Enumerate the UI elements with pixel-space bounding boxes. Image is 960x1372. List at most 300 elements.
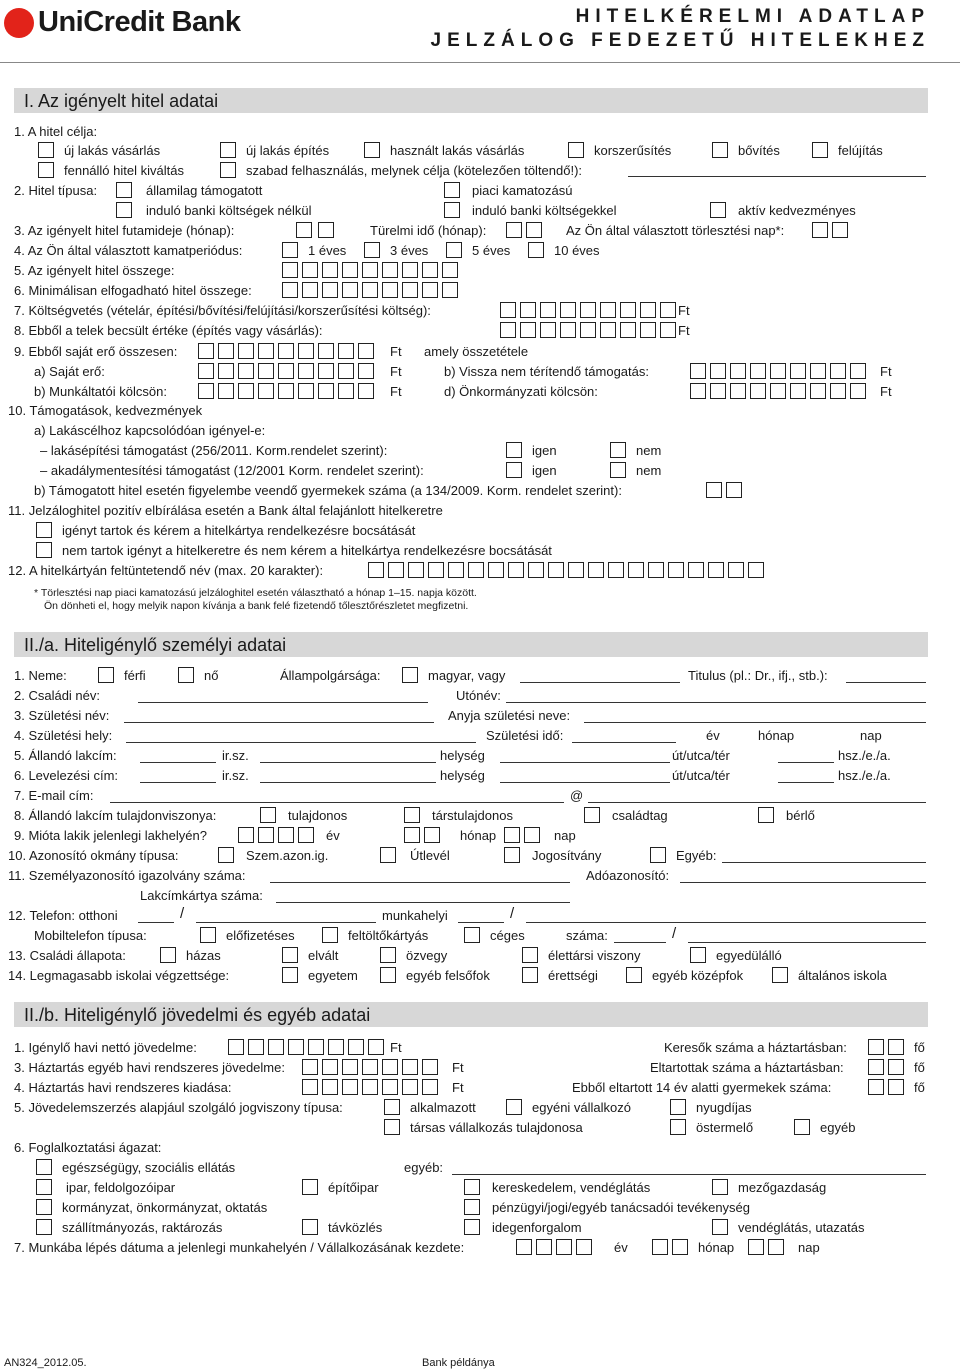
type-checkbox-5[interactable] — [710, 202, 726, 218]
payday-box-2[interactable] — [832, 222, 848, 238]
q7-currency: Ft — [678, 303, 690, 318]
ownership-family-label: családtag — [612, 808, 668, 823]
sector-finance-label: pénzügyi/jogi/egyéb tanácsadói tevékenység — [492, 1200, 751, 1215]
amt6-digit-box[interactable] — [302, 282, 318, 298]
amt9d-digit-box[interactable] — [830, 383, 846, 399]
mail-city-field[interactable] — [260, 782, 436, 783]
mail-street-field[interactable] — [500, 782, 670, 783]
sector-construction-label: építőipar — [328, 1180, 379, 1195]
inc1-digit-box[interactable] — [228, 1039, 244, 1055]
amt5-digit-box[interactable] — [302, 262, 318, 278]
license-checkbox[interactable] — [504, 847, 520, 863]
amt6-digit-box[interactable] — [322, 282, 338, 298]
q9a-label: a) Saját erő: — [34, 364, 105, 379]
name20-digit-box[interactable] — [488, 562, 504, 578]
amt9b-digit-box[interactable] — [790, 363, 806, 379]
amt9c-digit-box[interactable] — [258, 383, 274, 399]
address-zip-field[interactable] — [140, 762, 216, 763]
amt6-digit-box[interactable] — [442, 282, 458, 298]
start-month-label: hónap — [698, 1240, 735, 1255]
purpose-checkbox-3[interactable] — [364, 142, 380, 158]
name20-digit-box[interactable] — [588, 562, 604, 578]
purpose-label-1: új lakás vásárlás — [64, 143, 161, 158]
amt7-digit-box[interactable] — [660, 302, 676, 318]
name20-digit-box[interactable] — [568, 562, 584, 578]
name20-digit-box[interactable] — [648, 562, 664, 578]
family-name-field[interactable] — [138, 702, 428, 703]
dependents-box-2[interactable] — [888, 1059, 904, 1075]
amt9a-digit-box[interactable] — [338, 363, 354, 379]
sector-construction-checkbox[interactable] — [302, 1179, 318, 1195]
type-checkbox-4[interactable] — [444, 202, 460, 218]
period-checkbox-4[interactable] — [528, 242, 544, 258]
inc1-digit-box[interactable] — [368, 1039, 384, 1055]
mail-no-field[interactable] — [778, 782, 834, 783]
term-box-2[interactable] — [318, 222, 334, 238]
amt9b-digit-box[interactable] — [690, 363, 706, 379]
type-checkbox-1[interactable] — [116, 182, 132, 198]
amt9d-digit-box[interactable] — [750, 383, 766, 399]
home-phone-label: 12. Telefon: otthoni — [8, 908, 118, 923]
accessibility-no-checkbox[interactable] — [610, 462, 626, 478]
type-checkbox-3[interactable] — [116, 202, 132, 218]
emp-other-checkbox[interactable] — [794, 1119, 810, 1135]
passport-checkbox[interactable] — [380, 847, 396, 863]
work-phone-area-field[interactable] — [458, 922, 504, 923]
name20-digit-box[interactable] — [708, 562, 724, 578]
other-id-label: Egyéb: — [676, 848, 717, 863]
inc1-digit-box[interactable] — [248, 1039, 264, 1055]
name20-digit-box[interactable] — [408, 562, 424, 578]
inc4-digit-box[interactable] — [402, 1079, 418, 1095]
name20-digit-box[interactable] — [468, 562, 484, 578]
edu-university-checkbox[interactable] — [282, 967, 298, 983]
dependents-box-1[interactable] — [868, 1059, 884, 1075]
start-year-label: év — [614, 1240, 628, 1255]
address-city-field[interactable] — [260, 762, 436, 763]
mobile-number-label: száma: — [566, 928, 608, 943]
other-income-currency: Ft — [452, 1060, 464, 1075]
purpose-checkbox-7[interactable] — [38, 162, 54, 178]
sector-finance-checkbox[interactable] — [464, 1199, 480, 1215]
emp-other-label: egyéb — [820, 1120, 856, 1135]
sector-industry-checkbox[interactable] — [36, 1179, 52, 1195]
name20-digit-box[interactable] — [728, 562, 744, 578]
amt7-digit-box[interactable] — [500, 302, 516, 318]
citizenship-label: Állampolgársága: — [280, 668, 381, 683]
amt9b-digit-box[interactable] — [730, 363, 746, 379]
birth-name-field[interactable] — [124, 722, 434, 723]
amt7-digit-box[interactable] — [540, 302, 556, 318]
name20-digit-box[interactable] — [548, 562, 564, 578]
inc1-digit-box[interactable] — [268, 1039, 284, 1055]
amt6-digit-box[interactable] — [382, 282, 398, 298]
mobile-area-field[interactable] — [614, 942, 666, 943]
purpose-checkbox-1[interactable] — [38, 142, 54, 158]
start-day-label: nap — [798, 1240, 820, 1255]
sector-health-checkbox[interactable] — [36, 1159, 52, 1175]
inc4-digit-box[interactable] — [342, 1079, 358, 1095]
period-label-2: 3 éves — [390, 243, 429, 258]
amt8-digit-box[interactable] — [640, 322, 656, 338]
children14-unit: fő — [914, 1080, 925, 1095]
period-checkbox-3[interactable] — [446, 242, 462, 258]
sector-government-checkbox[interactable] — [36, 1199, 52, 1215]
amt9a-digit-box[interactable] — [358, 363, 374, 379]
amt5-digit-box[interactable] — [362, 262, 378, 278]
children-under14-label: Ebből eltartott 14 év alatti gyermekek száma: — [572, 1080, 832, 1095]
home-phone-area-field[interactable] — [138, 922, 174, 923]
q10a1-label: – lakásépítési támogatást (256/2011. Korm.rendelet szerint): — [40, 443, 388, 458]
amt9a-digit-box[interactable] — [218, 363, 234, 379]
amt7-digit-box[interactable] — [580, 302, 596, 318]
amt7-digit-box[interactable] — [620, 302, 636, 318]
sector-label: 6. Foglalkoztatási ágazat: — [14, 1140, 162, 1155]
credit-line-decline-checkbox[interactable] — [36, 542, 52, 558]
citizenship-other-field[interactable] — [520, 682, 680, 683]
emp-pensioner-checkbox[interactable] — [670, 1099, 686, 1115]
inc3-digit-box[interactable] — [382, 1059, 398, 1075]
address-street-label: út/utca/tér — [672, 748, 730, 763]
emp-company-owner-checkbox[interactable] — [384, 1119, 400, 1135]
address-no-field[interactable] — [778, 762, 834, 763]
amt8-digit-box[interactable] — [540, 322, 556, 338]
start-day-box-1[interactable] — [748, 1239, 764, 1255]
amt9-digit-box[interactable] — [218, 343, 234, 359]
amt5-digit-box[interactable] — [402, 262, 418, 278]
purpose-label-4: korszerűsítés — [594, 143, 672, 158]
emp-pensioner-label: nyugdíjas — [696, 1100, 752, 1115]
net-income-label: 1. Igénylő havi nettó jövedelme: — [14, 1040, 197, 1055]
grace-box-1[interactable] — [506, 222, 522, 238]
inc1-digit-box[interactable] — [328, 1039, 344, 1055]
amt9c-digit-box[interactable] — [218, 383, 234, 399]
start-year-box-1[interactable] — [516, 1239, 532, 1255]
amt8-digit-box[interactable] — [580, 322, 596, 338]
amt5-digit-box[interactable] — [282, 262, 298, 278]
name20-digit-box[interactable] — [628, 562, 644, 578]
amt9c-digit-box[interactable] — [198, 383, 214, 399]
amt9a-digit-box[interactable] — [278, 363, 294, 379]
grace-box-2[interactable] — [526, 222, 542, 238]
amt6-digit-box[interactable] — [422, 282, 438, 298]
amt6-digit-box[interactable] — [362, 282, 378, 298]
education-label: 14. Legmagasabb iskolai végzettsége: — [8, 968, 230, 983]
sex-female-label: nő — [204, 668, 219, 683]
mobile-prepaid-checkbox[interactable] — [322, 927, 338, 943]
amt9d-digit-box[interactable] — [730, 383, 746, 399]
sector-trade-checkbox[interactable] — [464, 1179, 480, 1195]
emp-farmer-checkbox[interactable] — [670, 1119, 686, 1135]
inc3-digit-box[interactable] — [362, 1059, 378, 1075]
earners-box-2[interactable] — [888, 1039, 904, 1055]
work-phone-field[interactable] — [526, 922, 926, 923]
inc4-digit-box[interactable] — [362, 1079, 378, 1095]
inc1-digit-box[interactable] — [288, 1039, 304, 1055]
children14-box-1[interactable] — [868, 1079, 884, 1095]
amt9c-digit-box[interactable] — [358, 383, 374, 399]
mobile-subscription-checkbox[interactable] — [200, 927, 216, 943]
amt9-digit-box[interactable] — [258, 343, 274, 359]
children14-box-2[interactable] — [888, 1079, 904, 1095]
inc4-digit-box[interactable] — [382, 1079, 398, 1095]
header-divider — [0, 62, 960, 63]
inc4-digit-box[interactable] — [422, 1079, 438, 1095]
first-name-field[interactable] — [506, 702, 926, 703]
marital-married-checkbox[interactable] — [160, 947, 176, 963]
amt9a-digit-box[interactable] — [298, 363, 314, 379]
payday-box-1[interactable] — [812, 222, 828, 238]
credit-line-accept-checkbox[interactable] — [36, 522, 52, 538]
inc3-digit-box[interactable] — [302, 1059, 318, 1075]
q1-label: 1. A hitel célja: — [14, 124, 98, 139]
amt9b-digit-box[interactable] — [830, 363, 846, 379]
name20-digit-box[interactable] — [608, 562, 624, 578]
amt9-digit-box[interactable] — [298, 343, 314, 359]
mail-street-label: út/utca/tér — [672, 768, 730, 783]
since-year-box-2[interactable] — [258, 827, 274, 843]
amt8-digit-box[interactable] — [560, 322, 576, 338]
marital-divorced-checkbox[interactable] — [282, 947, 298, 963]
ownership-coowner-checkbox[interactable] — [404, 807, 420, 823]
amt9-digit-box[interactable] — [318, 343, 334, 359]
purpose-checkbox-8[interactable] — [220, 162, 236, 178]
birth-year-label: év — [706, 728, 720, 743]
since-month-box-1[interactable] — [404, 827, 420, 843]
sex-male-checkbox[interactable] — [98, 667, 114, 683]
sector-hospitality-checkbox[interactable] — [712, 1219, 728, 1235]
inc4-digit-box[interactable] — [302, 1079, 318, 1095]
amt9b-digit-box[interactable] — [710, 363, 726, 379]
amt9d-digit-box[interactable] — [690, 383, 706, 399]
ownership-tenant-checkbox[interactable] — [758, 807, 774, 823]
name20-digit-box[interactable] — [448, 562, 464, 578]
amt5-digit-box[interactable] — [322, 262, 338, 278]
amt8-digit-box[interactable] — [600, 322, 616, 338]
inc3-digit-box[interactable] — [402, 1059, 418, 1075]
amt9a-digit-box[interactable] — [258, 363, 274, 379]
inc1-digit-box[interactable] — [348, 1039, 364, 1055]
home-phone-slash: / — [180, 905, 185, 922]
amt9b-digit-box[interactable] — [770, 363, 786, 379]
edu-secondary-checkbox[interactable] — [522, 967, 538, 983]
amt9a-digit-box[interactable] — [318, 363, 334, 379]
purpose-checkbox-4[interactable] — [568, 142, 584, 158]
amt7-digit-box[interactable] — [560, 302, 576, 318]
edu-higher-label: egyéb felsőfok — [406, 968, 490, 983]
amt6-digit-box[interactable] — [282, 282, 298, 298]
q9d-label: d) Önkormányzati kölcsön: — [444, 384, 598, 399]
marital-single-checkbox[interactable] — [690, 947, 706, 963]
name20-digit-box[interactable] — [748, 562, 764, 578]
mobile-number-field[interactable] — [688, 942, 926, 943]
edu-higher-checkbox[interactable] — [380, 967, 396, 983]
id-card-checkbox[interactable] — [218, 847, 234, 863]
ownership-family-checkbox[interactable] — [584, 807, 600, 823]
q3c-label: Az Ön által választott törlesztési nap*: — [566, 223, 785, 238]
amt9b-digit-box[interactable] — [810, 363, 826, 379]
amt8-digit-box[interactable] — [500, 322, 516, 338]
sector-other-field[interactable] — [452, 1174, 926, 1175]
marital-partner-checkbox[interactable] — [522, 947, 538, 963]
period-checkbox-1[interactable] — [282, 242, 298, 258]
purpose-label-5: bővítés — [738, 143, 780, 158]
amt5-digit-box[interactable] — [342, 262, 358, 278]
type-checkbox-2[interactable] — [444, 182, 460, 198]
sector-agriculture-checkbox[interactable] — [712, 1179, 728, 1195]
sector-trade-label: kereskedelem, vendéglátás — [492, 1180, 651, 1195]
start-year-box-3[interactable] — [556, 1239, 572, 1255]
purpose-checkbox-2[interactable] — [220, 142, 236, 158]
name20-digit-box[interactable] — [528, 562, 544, 578]
title-field[interactable] — [846, 682, 926, 683]
amt6-digit-box[interactable] — [342, 282, 358, 298]
period-checkbox-2[interactable] — [364, 242, 380, 258]
birth-place-field[interactable] — [126, 742, 476, 743]
name20-digit-box[interactable] — [688, 562, 704, 578]
amt9a-digit-box[interactable] — [198, 363, 214, 379]
children-box-1[interactable] — [706, 482, 722, 498]
amt7-digit-box[interactable] — [520, 302, 536, 318]
q9c-currency: Ft — [390, 384, 402, 399]
ownership-tenant-label: bérlő — [786, 808, 815, 823]
sector-logistics-checkbox[interactable] — [36, 1219, 52, 1235]
sex-label: 1. Neme: — [14, 668, 67, 683]
amt9d-digit-box[interactable] — [790, 383, 806, 399]
period-label-3: 5 éves — [472, 243, 511, 258]
amt5-digit-box[interactable] — [442, 262, 458, 278]
inc3-digit-box[interactable] — [322, 1059, 338, 1075]
edu-primary-checkbox[interactable] — [772, 967, 788, 983]
birth-name-label: 3. Születési név: — [14, 708, 110, 723]
amt9c-digit-box[interactable] — [298, 383, 314, 399]
id-card-label: Szem.azon.ig. — [246, 848, 329, 863]
ownership-owner-checkbox[interactable] — [260, 807, 276, 823]
name20-digit-box[interactable] — [368, 562, 384, 578]
name20-digit-box[interactable] — [668, 562, 684, 578]
amt9c-digit-box[interactable] — [338, 383, 354, 399]
amt8-digit-box[interactable] — [660, 322, 676, 338]
since-day-box-2[interactable] — [524, 827, 540, 843]
amt9d-digit-box[interactable] — [810, 383, 826, 399]
q12-label: 12. A hitelkártyán feltüntetendő név (max. 20 karakter): — [8, 563, 324, 578]
sex-female-checkbox[interactable] — [178, 667, 194, 683]
address-street-field[interactable] — [500, 762, 670, 763]
q10a-label: a) Lakáscélhoz kapcsolódóan igényel-e: — [34, 423, 266, 438]
inc3-digit-box[interactable] — [342, 1059, 358, 1075]
name20-digit-box[interactable] — [428, 562, 444, 578]
amt6-digit-box[interactable] — [402, 282, 418, 298]
amt9c-digit-box[interactable] — [238, 383, 254, 399]
amt9c-digit-box[interactable] — [318, 383, 334, 399]
name20-digit-box[interactable] — [388, 562, 404, 578]
email-domain-field[interactable] — [588, 802, 926, 803]
earners-label: Keresők száma a háztartásban: — [664, 1040, 847, 1055]
mother-name-field[interactable] — [584, 722, 926, 723]
inc1-digit-box[interactable] — [308, 1039, 324, 1055]
email-user-field[interactable] — [110, 802, 564, 803]
amt9b-digit-box[interactable] — [850, 363, 866, 379]
mobile-slash: / — [672, 925, 677, 942]
start-year-box-2[interactable] — [536, 1239, 552, 1255]
amt9-digit-box[interactable] — [338, 343, 354, 359]
address-label: 5. Állandó lakcím: — [14, 748, 117, 763]
purpose-checkbox-5[interactable] — [712, 142, 728, 158]
email-label: 7. E-mail cím: — [14, 788, 94, 803]
birth-year-field[interactable] — [572, 742, 676, 743]
mail-zip-field[interactable] — [140, 782, 216, 783]
amt8-digit-box[interactable] — [520, 322, 536, 338]
purpose-free-text[interactable] — [628, 176, 926, 177]
amt9d-digit-box[interactable] — [850, 383, 866, 399]
amt9b-digit-box[interactable] — [750, 363, 766, 379]
inc4-digit-box[interactable] — [322, 1079, 338, 1095]
amt5-digit-box[interactable] — [382, 262, 398, 278]
children-box-2[interactable] — [726, 482, 742, 498]
housing-grant-yes-checkbox[interactable] — [506, 442, 522, 458]
amt9a-digit-box[interactable] — [238, 363, 254, 379]
home-phone-field[interactable] — [196, 922, 376, 923]
mobile-company-checkbox[interactable] — [464, 927, 480, 943]
family-name-label: 2. Családi név: — [14, 688, 100, 703]
earners-box-1[interactable] — [868, 1039, 884, 1055]
sector-tourism-checkbox[interactable] — [464, 1219, 480, 1235]
since-year-box-3[interactable] — [278, 827, 294, 843]
amt8-digit-box[interactable] — [620, 322, 636, 338]
term-box-1[interactable] — [296, 222, 312, 238]
tax-id-field[interactable] — [680, 882, 926, 883]
start-month-box-1[interactable] — [652, 1239, 668, 1255]
edu-primary-label: általános iskola — [798, 968, 887, 983]
emp-sole-trader-checkbox[interactable] — [506, 1099, 522, 1115]
housing-grant-no-label: nem — [636, 443, 662, 458]
housing-grant-no-checkbox[interactable] — [610, 442, 626, 458]
accessibility-yes-checkbox[interactable] — [506, 462, 522, 478]
start-year-box-4[interactable] — [576, 1239, 592, 1255]
start-month-box-2[interactable] — [672, 1239, 688, 1255]
id-number-field[interactable] — [270, 882, 570, 883]
since-month-box-2[interactable] — [424, 827, 440, 843]
name20-digit-box[interactable] — [508, 562, 524, 578]
since-day-box-1[interactable] — [504, 827, 520, 843]
amt9-digit-box[interactable] — [198, 343, 214, 359]
purpose-label-7: fennálló hitel kiváltás — [64, 163, 184, 178]
other-id-field[interactable] — [722, 862, 926, 863]
purpose-checkbox-6[interactable] — [812, 142, 828, 158]
edu-vocational-checkbox[interactable] — [626, 967, 642, 983]
amt5-digit-box[interactable] — [422, 262, 438, 278]
sector-telecom-checkbox[interactable] — [302, 1219, 318, 1235]
amt9-digit-box[interactable] — [358, 343, 374, 359]
inc3-digit-box[interactable] — [422, 1059, 438, 1075]
amt9c-digit-box[interactable] — [278, 383, 294, 399]
other-id-checkbox[interactable] — [650, 847, 666, 863]
start-day-box-2[interactable] — [768, 1239, 784, 1255]
since-year-box-1[interactable] — [238, 827, 254, 843]
amt9-digit-box[interactable] — [278, 343, 294, 359]
citizenship-hu-checkbox[interactable] — [402, 667, 418, 683]
amt9d-digit-box[interactable] — [770, 383, 786, 399]
address-card-field[interactable] — [276, 902, 570, 903]
amt7-digit-box[interactable] — [600, 302, 616, 318]
since-year-box-4[interactable] — [298, 827, 314, 843]
q9c-label: b) Munkáltatói kölcsön: — [34, 384, 167, 399]
amt7-digit-box[interactable] — [640, 302, 656, 318]
amt9-digit-box[interactable] — [238, 343, 254, 359]
marital-widowed-checkbox[interactable] — [380, 947, 396, 963]
amt9d-digit-box[interactable] — [710, 383, 726, 399]
emp-employee-checkbox[interactable] — [384, 1099, 400, 1115]
